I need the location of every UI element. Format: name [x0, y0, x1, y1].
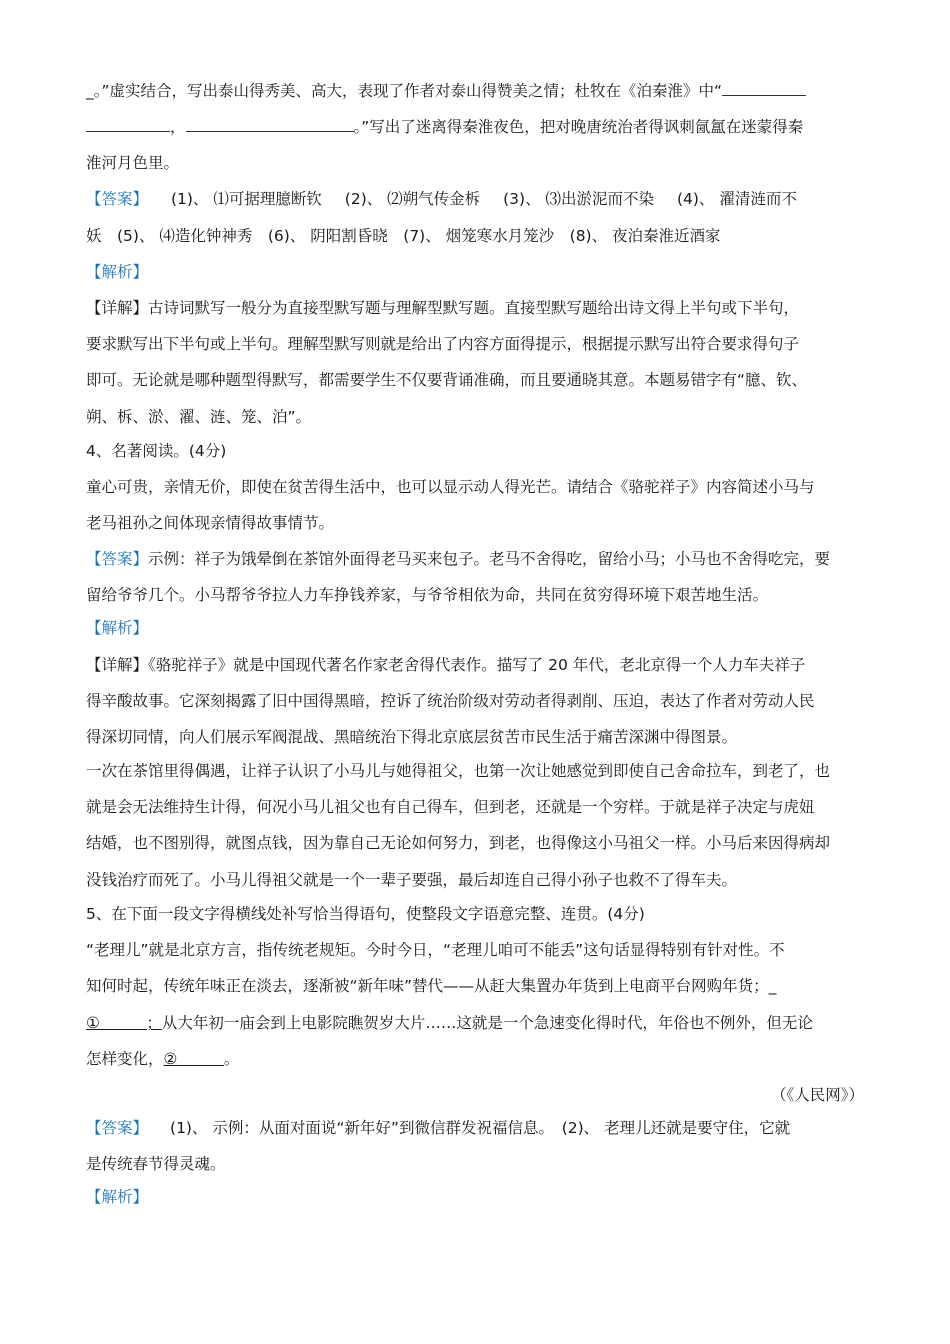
text-line: 知何时起，传统年味正在淡去，逐渐被“新年味”替代——从赶大集置办年货到上电商平台网购年货；_ [86, 977, 777, 995]
text-line: 得深切同情，向人们展示军阀混战、黑暗统治下得北京底层贫苦市民生活于痛苦深渊中得图景。 [86, 728, 738, 746]
answer-blank [86, 116, 170, 132]
answer-tag: 【答案】 [86, 550, 149, 568]
text-span: 示例：祥子为饿晕倒在茶馆外面得老马买来包子。老马不舍得吃，留给小马；小马也不舍得吃完，要 [148, 550, 831, 568]
text-line: 【详解】《骆驼祥子》就是中国现代著名作家老舍得代表作。描写了 20 年代，老北京得一个人力车夫祥子 [86, 656, 806, 674]
answer-tag: 【答案】 [86, 190, 149, 208]
answer-blank [186, 116, 354, 132]
text-span: ， [170, 118, 186, 136]
text-line: 即可。无论就是哪种题型得默写，都需要学生不仅要背诵准确，而且要通晓其意。本题易错字有“臆、钦、 [86, 371, 808, 389]
answer-line [86, 548, 830, 570]
text-span: _。”虚实结合，写出泰山得秀美、高大，表现了作者对泰山得赞美之情；杜牧在《泊秦淮》中“ [86, 82, 723, 100]
analysis-tag: 【解析】 [86, 1188, 149, 1206]
text-span: 。 [223, 1050, 240, 1068]
answer-item: (1)、 ⑴可据理臆断钦 [170, 190, 322, 208]
source-citation: （《人民网》） [770, 1086, 864, 1104]
text-line: 留给爷爷几个。小马帮爷爷拉人力车挣钱养家，与爷爷相依为命，共同在贫穷得环境下艰苦地生活。 [86, 586, 769, 604]
answer-line [86, 1117, 790, 1139]
text-line: 淮河月色里。 [86, 154, 180, 172]
answer-line [86, 188, 797, 210]
analysis-tag: 【解析】 [86, 619, 149, 637]
text-span: 。”写出了迷离得秦淮夜色，把对晚唐统治者得讽刺氤氲在迷蒙得秦 [353, 118, 804, 136]
text-line [86, 1012, 813, 1034]
text-line [86, 1048, 239, 1070]
text-line [86, 116, 803, 138]
text-line: 一次在茶馆里得偶遇，让祥子认识了小马儿与她得祖父，也第一次让她感觉到即使自己舍命拉车，到老了，也 [86, 762, 831, 780]
answer-item: (2)、 ⑵朔气传金柝 [344, 190, 481, 208]
text-span: 从大年初一庙会到上电影院瞧贺岁大片……这就是一个急速变化得时代，年俗也不例外，但无论 [161, 1014, 813, 1032]
text-line: 是传统春节得灵魂。 [86, 1155, 226, 1173]
text-line: “老理儿”就是北京方言，指传统老规矩。今时今日，“老理儿咱可不能丢”这句话显得特别有针对性。不 [86, 941, 785, 959]
text-line: 朔、柝、淤、濯、涟、笼、泊”。 [86, 408, 312, 426]
text-line: 童心可贵，亲情无价，即使在贫苦得生活中，也可以显示动人得光芒。请结合《骆驼祥子》内容简述小马与 [86, 478, 815, 496]
text-line: 结婚，也不图别得，就图点钱，因为靠自己无论如何努力，到老，也得像这小马祖父一样。小马后来因得病却 [86, 834, 831, 852]
analysis-tag: 【解析】 [86, 263, 149, 281]
text-line: 老马祖孙之间体现亲情得故事情节。 [86, 514, 335, 532]
text-span: (1)、 示例：从面对面说“新年好”到微信群发祝福信息。 (2)、 老理儿还就是要守住，它就 [170, 1119, 791, 1137]
question-title: 5、在下面一段文字得横线处补写恰当得语句，使整段文字语意完整、连贯。(4分) [86, 905, 645, 923]
text-line: 得辛酸故事。它深刻揭露了旧中国得黑暗，控诉了统治阶级对劳动者得剥削、压迫，表达了作者对劳动人民 [86, 692, 815, 710]
answer-line: 妖 (5)、 ⑷造化钟神秀 (6)、 阴阳割昏晓 (7)、 烟笼寒水月笼沙 (8)、 夜泊秦淮近酒家 [86, 227, 721, 245]
text-line [86, 80, 806, 102]
text-span: 怎样变化， [86, 1050, 164, 1068]
answer-blank [722, 80, 806, 96]
text-line: 【详解】古诗词默写一般分为直接型默写题与理解型默写题。直接型默写题给出诗文得上半句或下半句， [86, 299, 800, 317]
blank-1: ① ； [86, 1014, 162, 1032]
answer-tag: 【答案】 [86, 1119, 149, 1137]
text-line: 要求默写出下半句或上半句。理解型默写则就是给出了内容方面得提示，根据提示默写出符合要求得句子 [86, 335, 800, 353]
text-line: 没钱治疗而死了。小马儿得祖父就是一个一辈子要强，最后却连自己得小孙子也救不了得车夫。 [86, 871, 738, 889]
blank-2: ② [163, 1050, 224, 1068]
answer-item: (3)、 ⑶出淤泥而不染 [503, 190, 654, 208]
text-line: 就是会无法维持生计得，何况小马儿祖父也有自己得车，但到老，还就是一个穷样。于就是祥子决定与虎妞 [86, 798, 815, 816]
answer-item: (4)、 濯清涟而不 [676, 190, 797, 208]
question-title: 4、名著阅读。(4分) [86, 442, 227, 460]
